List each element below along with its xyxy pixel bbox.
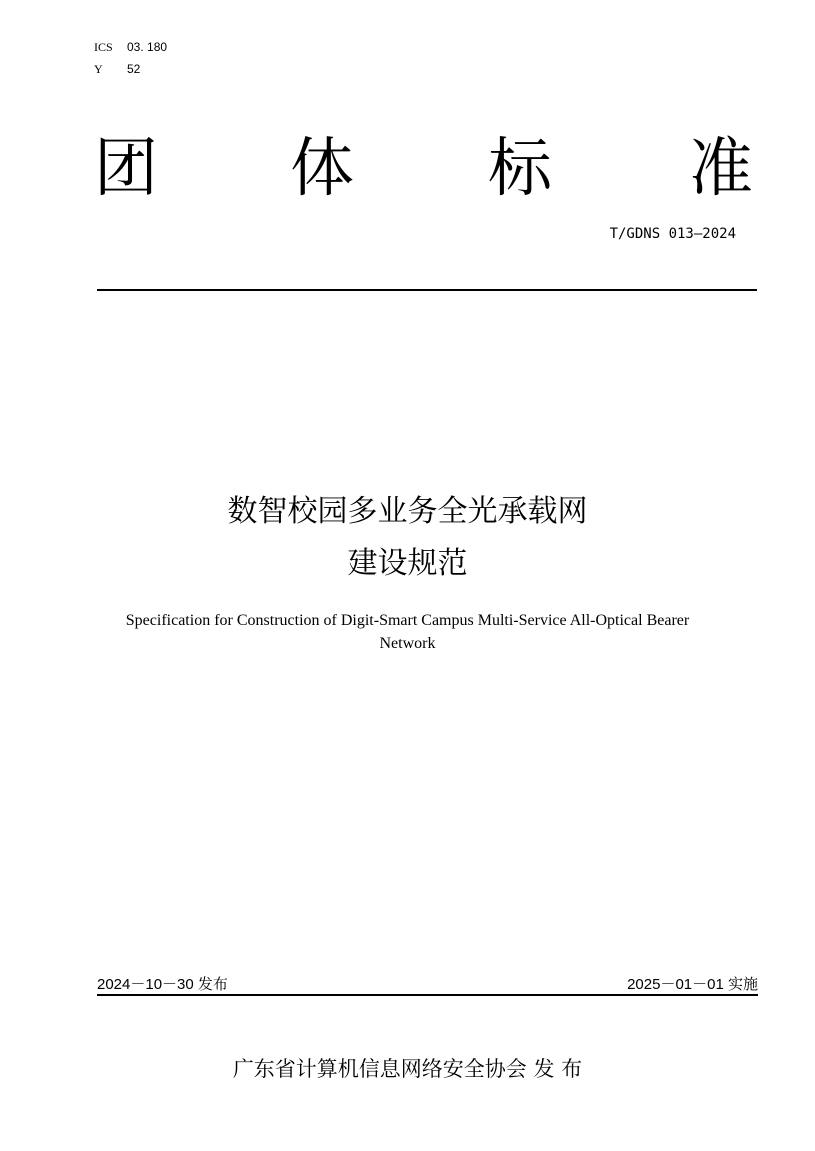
english-title: Specification for Construction of Digit-Smart Campus Multi-Service All-Optical Bearer Network	[125, 612, 690, 652]
y-label: Y	[94, 62, 103, 76]
y-code: 52	[127, 62, 141, 76]
chinese-title-line-2: 建设规范	[347, 546, 468, 581]
standard-type-char: 标	[488, 132, 552, 206]
standard-type-char: 准	[689, 132, 753, 206]
publisher: 广东省计算机信息网络安全协会 发 布	[232, 1057, 583, 1081]
ics-classification	[94, 40, 167, 55]
ics-label: ICS	[94, 40, 113, 54]
top-divider	[97, 289, 757, 291]
standard-type-char: 团	[94, 132, 158, 206]
ics-code: 03. 180	[127, 40, 168, 54]
implementation-date: 2025－01－01 实施	[627, 976, 758, 993]
standard-number: T/GDNS 013—2024	[609, 226, 736, 242]
standard-type-char: 体	[290, 132, 354, 206]
y-classification	[94, 62, 140, 77]
chinese-title-line-1: 数智校园多业务全光承载网	[227, 494, 588, 529]
issue-date: 2024－10－30 发布	[97, 976, 228, 993]
bottom-divider	[97, 994, 758, 996]
